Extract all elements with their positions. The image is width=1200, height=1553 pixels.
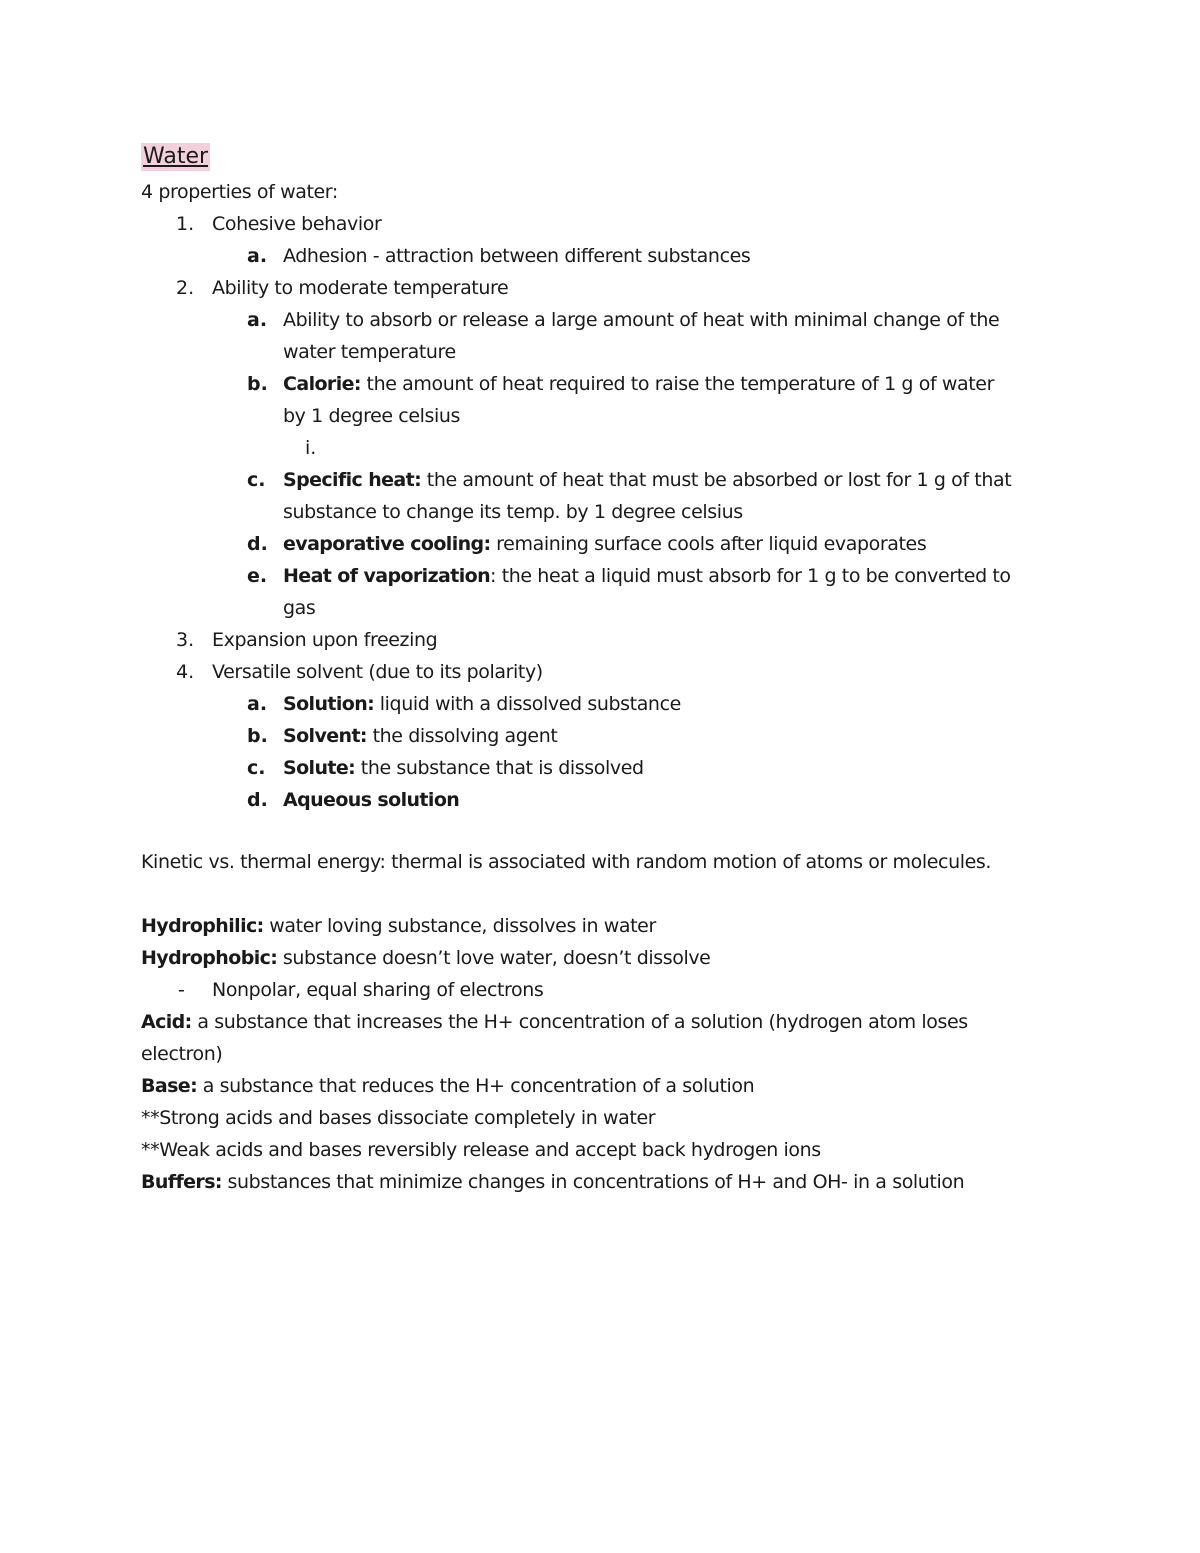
list-marker: a. — [247, 245, 268, 267]
term-specific-heat: Specific heat: — [283, 469, 422, 491]
weak-acids-line: **Weak acids and bases reversibly release and accept back hydrogen ions — [141, 1139, 821, 1161]
term-solute: Solute: — [283, 757, 356, 779]
acid-line-1 — [141, 1010, 968, 1034]
calorie-line-2: by 1 degree celsius — [283, 405, 461, 427]
list-marker: - — [178, 979, 185, 1001]
hydrophilic-line — [141, 914, 656, 938]
term-buffers: Buffers: — [141, 1171, 222, 1193]
solvent-text: the dissolving agent — [366, 725, 558, 747]
list-marker: a. — [247, 309, 268, 331]
term-solvent: Solvent: — [283, 725, 367, 747]
calorie-text: the amount of heat required to raise the temperature of 1 g of water — [360, 373, 995, 395]
kinetic-energy-line: Kinetic vs. thermal energy: thermal is associated with random motion of atoms or molecules. — [141, 851, 992, 873]
property-3-label: Expansion upon freezing — [212, 629, 438, 651]
term-calorie: Calorie: — [283, 373, 361, 395]
intro-line: 4 properties of water: — [141, 181, 338, 203]
list-marker: e. — [247, 565, 268, 587]
solution-line — [283, 692, 681, 716]
evaporative-line — [283, 532, 926, 556]
property-4-label: Versatile solvent (due to its polarity) — [212, 661, 543, 683]
vaporization-line-2: gas — [283, 597, 316, 619]
term-hydrophobic: Hydrophobic: — [141, 947, 278, 969]
hydrophilic-text: water loving substance, dissolves in water — [263, 915, 656, 937]
acid-text: a substance that increases the H+ concentration of a solution (hydrogen atom loses — [191, 1011, 968, 1033]
list-marker: b. — [247, 373, 268, 395]
list-marker: i. — [305, 437, 317, 459]
acid-line-2: electron) — [141, 1043, 223, 1065]
solution-text: liquid with a dissolved substance — [374, 693, 681, 715]
aqueous-line — [283, 788, 459, 812]
list-marker: 3. — [176, 629, 195, 651]
specific-heat-line-2: substance to change its temp. by 1 degree celsius — [283, 501, 743, 523]
hydrophobic-text: substance doesn’t love water, doesn’t dissolve — [277, 947, 711, 969]
base-line — [141, 1074, 754, 1098]
list-marker: c. — [247, 757, 266, 779]
term-hydrophilic: Hydrophilic: — [141, 915, 264, 937]
term-evaporative-cooling: evaporative cooling: — [283, 533, 491, 555]
solvent-line — [283, 724, 557, 748]
moderate-line-1: Ability to absorb or release a large amount of heat with minimal change of the — [283, 309, 1000, 331]
list-marker: 1. — [176, 213, 195, 235]
term-base: Base: — [141, 1075, 198, 1097]
buffers-text: substances that minimize changes in concentrations of H+ and OH- in a solution — [221, 1171, 965, 1193]
list-marker: c. — [247, 469, 266, 491]
base-text: a substance that reduces the H+ concentration of a solution — [197, 1075, 755, 1097]
evaporative-text: remaining surface cools after liquid evaporates — [490, 533, 927, 555]
hydrophobic-line — [141, 946, 710, 970]
term-heat-of-vaporization: Heat of vaporization — [283, 565, 491, 587]
strong-acids-line: **Strong acids and bases dissociate completely in water — [141, 1107, 656, 1129]
list-marker: a. — [247, 693, 268, 715]
adhesion-line: Adhesion - attraction between different substances — [283, 245, 751, 267]
term-aqueous-solution: Aqueous solution — [283, 789, 460, 811]
moderate-line-2: water temperature — [283, 341, 456, 363]
nonpolar-line: Nonpolar, equal sharing of electrons — [212, 979, 544, 1001]
list-marker: b. — [247, 725, 268, 747]
buffers-line — [141, 1170, 964, 1194]
list-marker: 2. — [176, 277, 195, 299]
property-1-label: Cohesive behavior — [212, 213, 382, 235]
list-marker: 4. — [176, 661, 195, 683]
term-solution: Solution: — [283, 693, 375, 715]
calorie-line-1 — [283, 372, 994, 396]
vaporization-text: : the heat a liquid must absorb for 1 g to be converted to — [490, 565, 1011, 587]
vaporization-line-1 — [283, 564, 1011, 588]
page-title: Water — [143, 144, 209, 169]
specific-heat-line-1 — [283, 468, 1011, 492]
property-2-label: Ability to moderate temperature — [212, 277, 509, 299]
term-acid: Acid: — [141, 1011, 192, 1033]
list-marker: d. — [247, 533, 268, 555]
list-marker: d. — [247, 789, 268, 811]
specific-heat-text: the amount of heat that must be absorbed or lost for 1 g of that — [421, 469, 1012, 491]
solute-line — [283, 756, 644, 780]
solute-text: the substance that is dissolved — [355, 757, 644, 779]
